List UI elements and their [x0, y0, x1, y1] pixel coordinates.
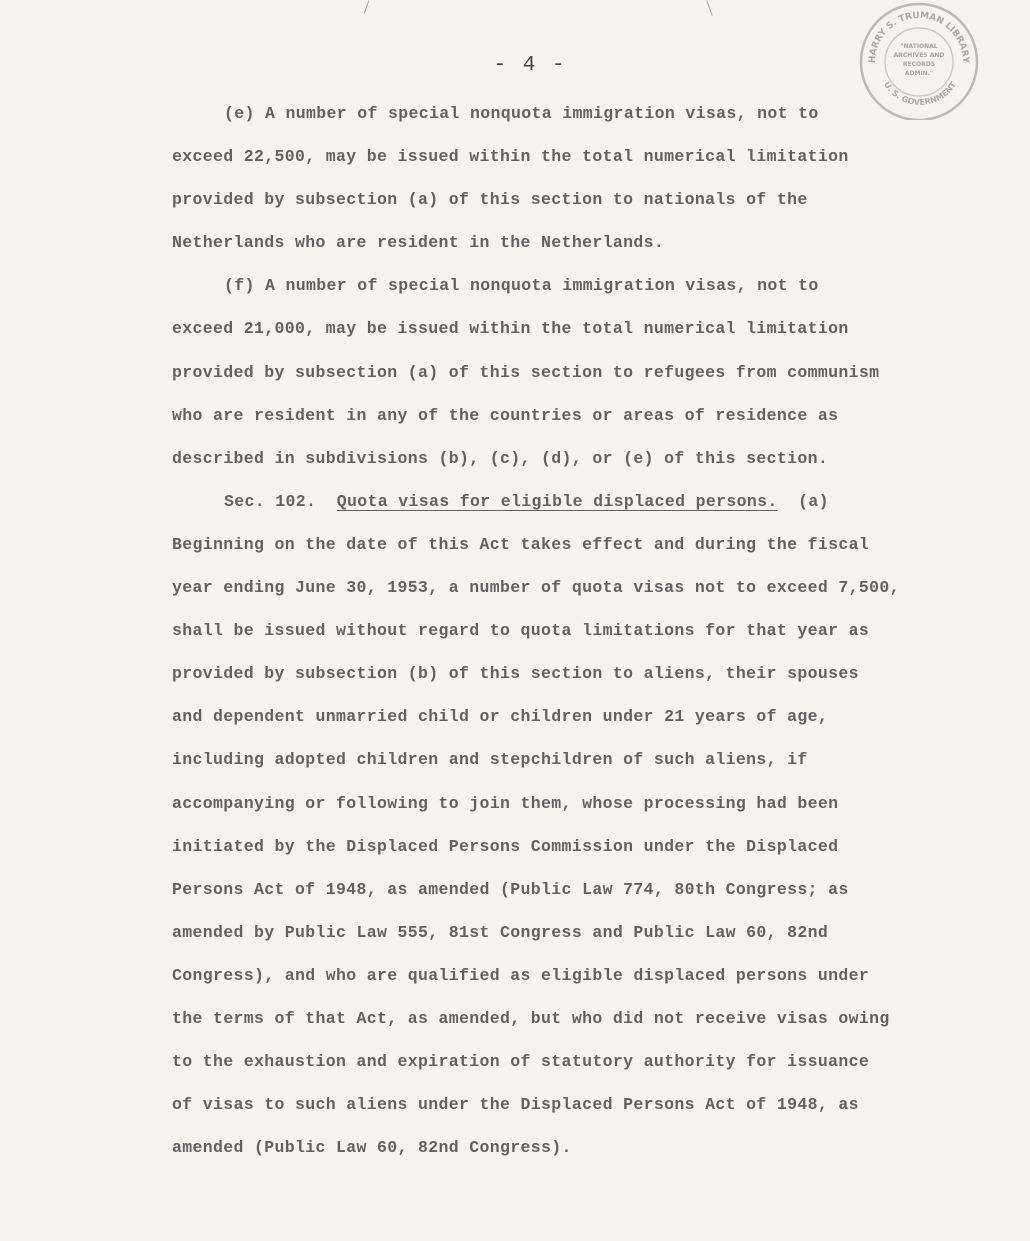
text-line: accompanying or following to join them, whose processing had been	[172, 793, 839, 813]
text-line: Beginning on the date of this Act takes effect and during the fiscal	[172, 534, 870, 554]
page-number: - 4 -	[493, 54, 567, 77]
stamp-inner-line: RECORDS	[902, 61, 936, 68]
text-line: provided by subsection (b) of this section to aliens, their spouses	[172, 664, 859, 684]
document-body	[172, 92, 942, 1169]
text-line: to the exhaustion and expiration of statutory authority for issuance	[172, 1052, 870, 1072]
scan-mark-right	[706, 0, 712, 15]
text-line	[172, 480, 942, 523]
text-line: Congress), and who are qualified as eligible displaced persons under	[172, 965, 870, 985]
text-line: year ending June 30, 1953, a number of quota visas not to exceed 7,500,	[172, 578, 900, 598]
text-line: provided by subsection (a) of this section to nationals of the	[172, 190, 808, 210]
text-line: shall be issued without regard to quota limitations for that year as	[172, 621, 870, 641]
text-line: provided by subsection (a) of this section to refugees from communism	[172, 362, 880, 382]
text-line: of visas to such aliens under the Displaced Persons Act of 1948, as	[172, 1095, 859, 1115]
subsection-label: (a)	[777, 491, 829, 511]
stamp-bottom-text: U. S. GOVERNMENT	[882, 80, 958, 107]
text-line: who are resident in any of the countries or areas of residence as	[172, 405, 839, 425]
text-line: and dependent unmarried child or children under 21 years of age,	[172, 707, 829, 727]
section-heading: Quota visas for eligible displaced persons.	[336, 491, 778, 511]
text-line: (e) A number of special nonquota immigration visas, not to	[224, 104, 819, 123]
text-line: exceed 22,500, may be issued within the total numerical limitation	[172, 147, 849, 167]
stamp-inner-line: ARCHIVES AND	[893, 52, 945, 59]
text-line: amended (Public Law 60, 82nd Congress).	[172, 1138, 572, 1158]
scan-mark-left	[364, 0, 370, 13]
stamp-inner-line: ADMIN."	[904, 70, 934, 77]
text-line: amended by Public Law 555, 81st Congress and Public Law 60, 82nd	[172, 922, 829, 942]
text-line: Persons Act of 1948, as amended (Public Law 774, 80th Congress; as	[172, 879, 849, 899]
text-line: initiated by the Displaced Persons Commission under the Displaced	[172, 836, 839, 856]
stamp-inner-line: "NATIONAL	[900, 43, 938, 50]
text-line: described in subdivisions (b), (c), (d), or (e) of this section.	[172, 448, 829, 468]
text-line: (f) A number of special nonquota immigration visas, not to	[224, 276, 819, 296]
text-line: including adopted children and stepchildren of such aliens, if	[172, 750, 808, 770]
section-number: Sec. 102.	[224, 491, 337, 511]
text-line: the terms of that Act, as amended, but who did not receive visas owing	[172, 1008, 890, 1028]
stamp-top-text: HARRY S. TRUMAN LIBRARY	[867, 10, 971, 64]
text-line: Netherlands who are resident in the Netherlands.	[172, 233, 665, 253]
text-line: exceed 21,000, may be issued within the total numerical limitation	[172, 319, 849, 339]
